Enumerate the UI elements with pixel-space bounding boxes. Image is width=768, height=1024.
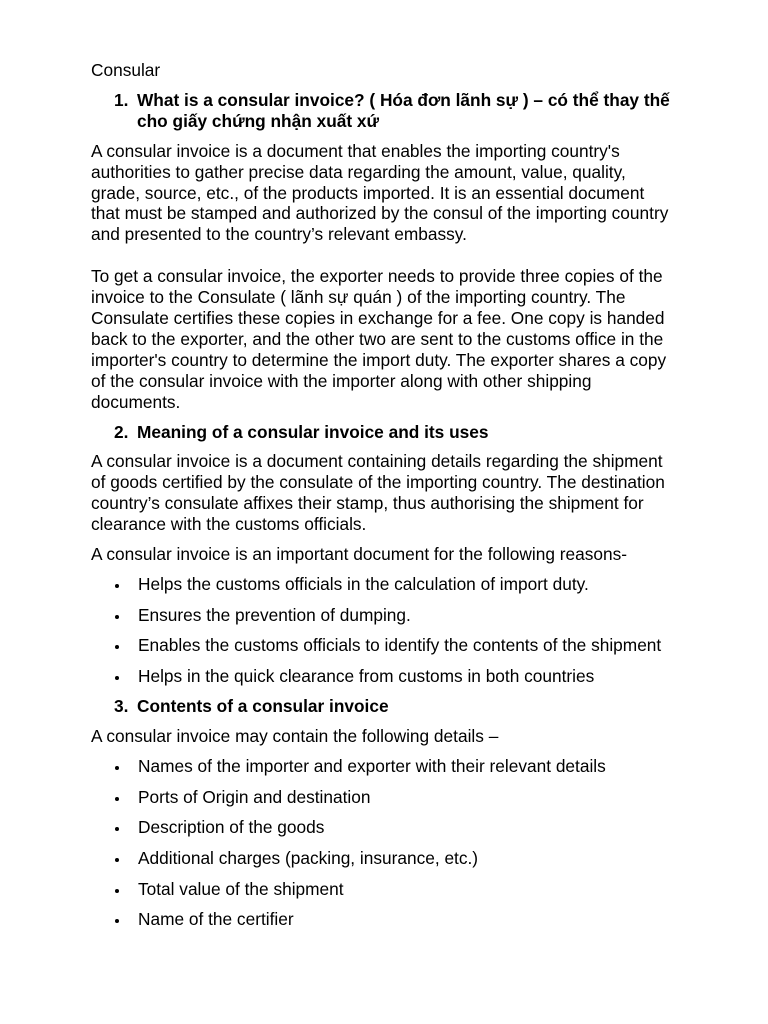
section-3-paragraph-1: A consular invoice may contain the following details – bbox=[91, 726, 499, 747]
section-1-heading-line: What is a consular invoice? ( Hóa đơn lãnh sự ) – có thể thay thế bbox=[137, 89, 670, 110]
section-3-heading-text: Contents of a consular invoice bbox=[137, 696, 389, 717]
section-2-number: 2. bbox=[114, 421, 129, 442]
section-2-paragraph-2: A consular invoice is an important document for the following reasons- bbox=[91, 544, 627, 565]
document-page bbox=[91, 60, 703, 940]
list-item bbox=[91, 574, 703, 595]
list-item-text: Helps the customs officials in the calculation of import duty. bbox=[138, 573, 589, 594]
bullet-icon bbox=[91, 574, 138, 595]
text-line: of goods certified by the consulate of the importing country. The destination bbox=[91, 472, 665, 493]
section-2-heading-text: Meaning of a consular invoice and its uses bbox=[137, 421, 489, 442]
text-line: To get a consular invoice, the exporter needs to provide three copies of the bbox=[91, 266, 663, 287]
text-line: that must be stamped and authorized by the consul of the importing country bbox=[91, 203, 669, 224]
section-1-heading bbox=[91, 90, 703, 132]
section-1-number: 1. bbox=[114, 89, 129, 110]
section-2-bullet-list bbox=[91, 574, 703, 687]
list-item-text: Additional charges (packing, insurance, etc.) bbox=[138, 847, 479, 868]
list-item bbox=[91, 635, 703, 656]
bullet-icon bbox=[91, 879, 138, 900]
list-item-text: Name of the certifier bbox=[138, 909, 294, 930]
bullet-icon bbox=[91, 635, 138, 656]
section-2-heading bbox=[91, 422, 703, 443]
text-line: documents. bbox=[91, 391, 181, 412]
list-item bbox=[91, 909, 703, 930]
list-item-text: Ensures the prevention of dumping. bbox=[138, 604, 411, 625]
text-line: and presented to the country’s relevant embassy. bbox=[91, 224, 467, 245]
text-line: invoice to the Consulate ( lãnh sự quán ) of the importing country. The bbox=[91, 287, 626, 308]
bullet-icon bbox=[91, 909, 138, 930]
list-item bbox=[91, 787, 703, 808]
section-2-paragraph-1 bbox=[91, 451, 703, 535]
section-3-bullet-list bbox=[91, 756, 703, 930]
list-item-text: Ports of Origin and destination bbox=[138, 786, 371, 807]
bullet-icon bbox=[91, 787, 138, 808]
text-line: A consular invoice is a document containing details regarding the shipment bbox=[91, 451, 663, 472]
list-item-text: Names of the importer and exporter with their relevant details bbox=[138, 756, 606, 777]
bullet-icon bbox=[91, 756, 138, 777]
list-item-text: Description of the goods bbox=[138, 817, 325, 838]
list-item-text: Helps in the quick clearance from customs in both countries bbox=[138, 665, 595, 686]
text-line: country’s consulate affixes their stamp, thus authorising the shipment for bbox=[91, 493, 644, 514]
list-item-text: Total value of the shipment bbox=[138, 878, 344, 899]
bullet-icon bbox=[91, 666, 138, 687]
list-item bbox=[91, 756, 703, 777]
bullet-icon bbox=[91, 848, 138, 869]
list-item bbox=[91, 848, 703, 869]
list-item bbox=[91, 879, 703, 900]
text-line: back to the exporter, and the other two are sent to the customs office in the bbox=[91, 328, 664, 349]
text-line: A consular invoice is a document that enables the importing country's bbox=[91, 140, 620, 161]
document-title: Consular bbox=[91, 60, 161, 80]
list-item bbox=[91, 605, 703, 626]
text-line: of the consular invoice with the importer along with other shipping bbox=[91, 370, 592, 391]
section-1-paragraph-1 bbox=[91, 141, 703, 413]
section-3-number: 3. bbox=[114, 696, 129, 717]
list-item-text: Enables the customs officials to identify the contents of the shipment bbox=[138, 635, 662, 656]
text-line: authorities to gather precise data regarding the amount, value, quality, bbox=[91, 161, 626, 182]
list-item bbox=[91, 666, 703, 687]
text-line: grade, source, etc., of the products imported. It is an essential document bbox=[91, 182, 645, 203]
bullet-icon bbox=[91, 605, 138, 626]
section-3-heading bbox=[91, 696, 703, 717]
text-line: Consulate certifies these copies in exchange for a fee. One copy is handed bbox=[91, 307, 665, 328]
text-line: clearance with the customs officials. bbox=[91, 514, 367, 535]
blank-line bbox=[91, 245, 96, 265]
list-item bbox=[91, 817, 703, 838]
text-line: importer's country to determine the import duty. The exporter shares a copy bbox=[91, 349, 667, 370]
section-1-heading-text bbox=[137, 90, 703, 132]
section-1-heading-line: cho giấy chứng nhận xuất xứ bbox=[137, 110, 380, 131]
bullet-icon bbox=[91, 817, 138, 838]
